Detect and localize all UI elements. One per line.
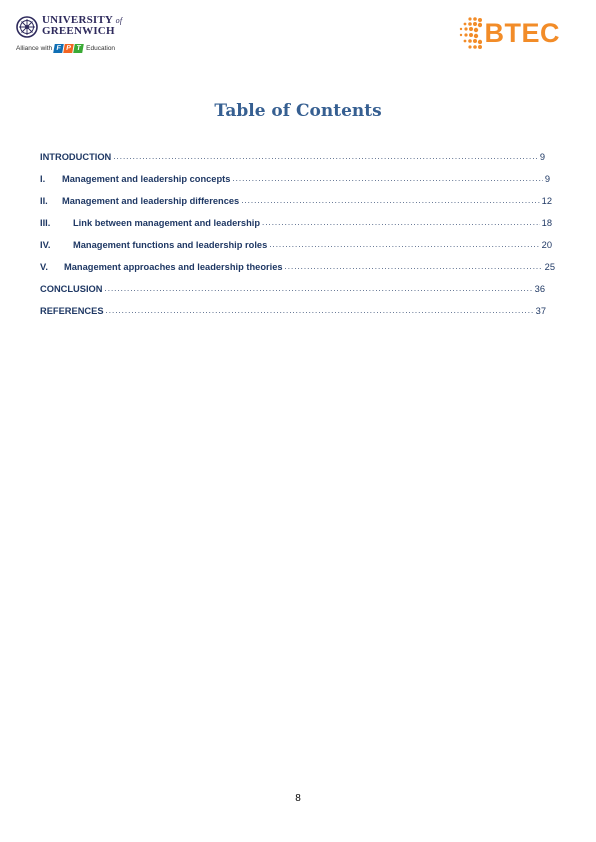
toc-leader-dots (285, 261, 543, 272)
toc-entry-page: 25 (544, 262, 555, 272)
toc-entry-page: 9 (539, 152, 545, 162)
university-line2: GREENWICH (42, 25, 115, 37)
toc-entry-label: Management approaches and leadership theories (64, 262, 283, 272)
toc-entry-link[interactable] (40, 214, 552, 228)
fpt-letter-t: T (73, 44, 84, 53)
toc-entry-number: V. (40, 262, 48, 272)
toc-entry-page: 9 (544, 174, 550, 184)
alliance-prefix: Alliance with (16, 45, 53, 52)
toc-entry-label: INTRODUCTION (40, 152, 112, 162)
toc-entry-concepts[interactable] (40, 170, 550, 184)
toc-entry-approaches[interactable] (40, 258, 555, 272)
toc-entry-page: 12 (541, 196, 552, 206)
alliance-suffix: Education (86, 45, 116, 52)
fpt-letter-f: F (53, 44, 64, 53)
toc-entry-page: 37 (535, 306, 546, 316)
toc-leader-dots (262, 217, 540, 228)
university-line1: UNIVERSITY (42, 14, 113, 26)
page-number: 8 (295, 793, 301, 804)
btec-dots-icon (456, 16, 482, 50)
toc-entry-label: Link between management and leadership (73, 218, 261, 228)
fpt-letter-p: P (63, 44, 74, 53)
toc-entry-differences[interactable] (40, 192, 552, 206)
toc-entry-number: I. (40, 174, 46, 184)
btec-logo (456, 16, 560, 50)
university-of-greenwich-logo (16, 14, 126, 62)
toc-entry-page: 18 (541, 218, 552, 228)
toc-entry-number: III. (40, 218, 51, 228)
toc-entry-number: II. (40, 196, 48, 206)
toc-leader-dots (269, 239, 539, 250)
university-of: of (115, 16, 123, 25)
toc-leader-dots (232, 173, 542, 184)
toc-entry-label: Management and leadership concepts (62, 174, 231, 184)
toc-leader-dots (106, 305, 534, 316)
toc-entry-label: REFERENCES (40, 306, 104, 316)
toc-entry-label: Management and leadership differences (62, 196, 240, 206)
toc-leader-dots (113, 151, 538, 162)
toc-leader-dots (105, 283, 533, 294)
toc-entry-references[interactable] (40, 302, 546, 316)
alliance-line (16, 44, 115, 53)
fpt-logo (54, 44, 84, 53)
toc-entry-label: CONCLUSION (40, 284, 103, 294)
toc-entry-number: IV. (40, 240, 51, 250)
btec-wordmark: BTEC (484, 18, 560, 48)
toc-leader-dots (241, 195, 539, 206)
university-name (42, 15, 122, 37)
toc-entry-page: 20 (541, 240, 552, 250)
toc-entry-conclusion[interactable] (40, 280, 545, 294)
toc-entry-introduction[interactable] (40, 148, 545, 162)
toc-entry-page: 36 (534, 284, 545, 294)
toc-title: Table of Contents (214, 101, 382, 121)
university-crest-icon (16, 16, 38, 38)
toc-entry-functions[interactable] (40, 236, 552, 250)
toc-entry-label: Management functions and leadership roles (73, 240, 268, 250)
